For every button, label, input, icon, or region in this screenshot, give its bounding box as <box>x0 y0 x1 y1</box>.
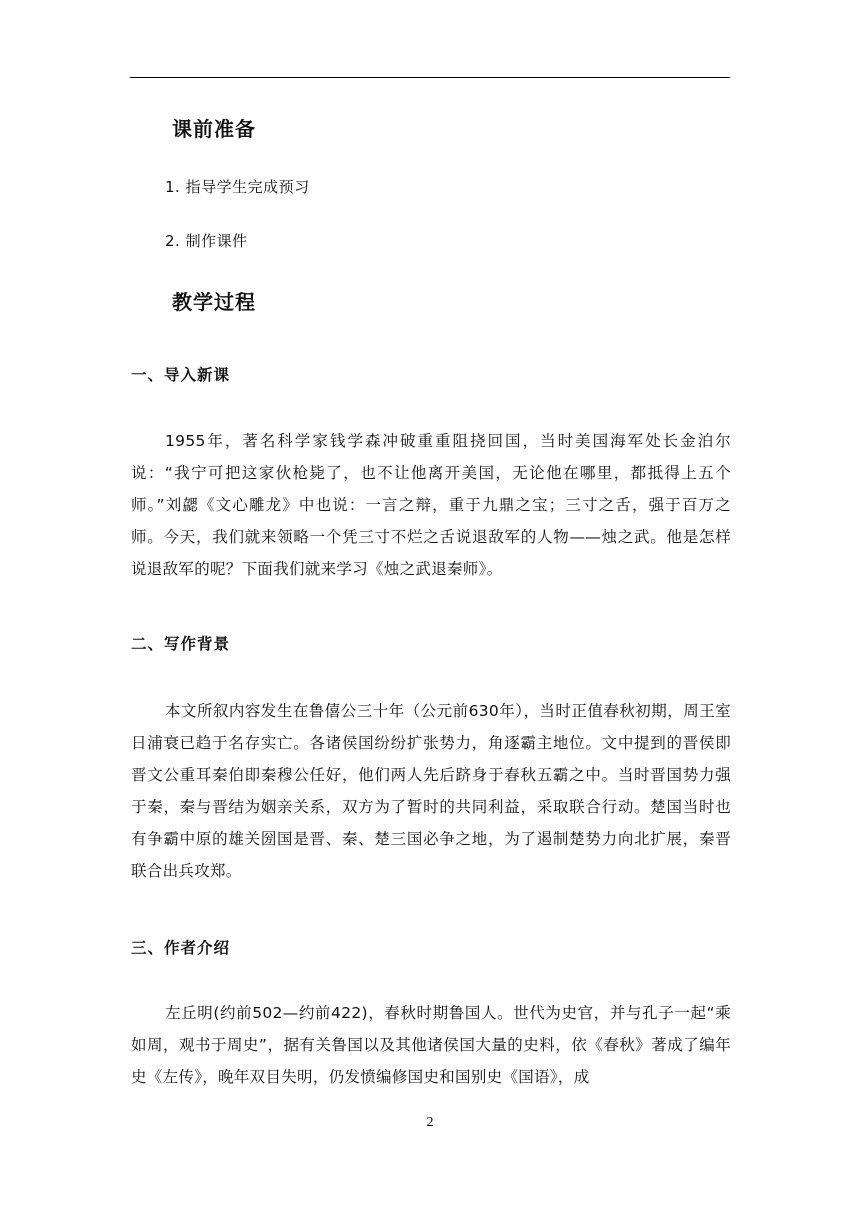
subsection-heading-author: 三、作者介绍 <box>131 939 231 957</box>
page-number: 2 <box>426 1115 434 1130</box>
header-rule <box>130 77 730 78</box>
subsection-heading-background: 二、写作背景 <box>131 635 231 653</box>
paragraph-author: 左丘明(约前502—约前422)，春秋时期鲁国人。世代为史官，并与孔子一起“乘如周，观书于周史”，据有关鲁国以及其他诸侯国大量的史料，依《春秋》著成了编年史《左传》，晚年双目失明，仍发愤编修国史和国别史《国语》，成 <box>131 1004 731 1086</box>
paragraph-intro: 1955年，著名科学家钱学森冲破重重阻挠回国，当时美国海军处长金泊尔说：“我宁可把这家伙枪毙了，也不让他离开美国，无论他在哪里，都抵得上五个师。”刘勰《文心雕龙》中也说：一言之辩，重于九鼎之宝；三寸之舌，强于百万之师。今天，我们就来领略一个凭三寸不烂之舌说退敌军的人物——烛之武。他是怎样说退敌军的呢？下面我们就来学习《烛之武退秦师》。 <box>131 432 731 578</box>
paragraph-background: 本文所叙内容发生在鲁僖公三十年（公元前630年），当时正值春秋初期，周王室日浦衰已趋于名存实亡。各诸侯国纷纷扩张势力，角逐霸主地位。文中提到的晋侯即晋文公重耳秦伯即秦穆公任好，他们两人先后跻身于春秋五霸之中。当时晋国势力强于秦，秦与晋结为姻亲关系，双方为了暂时的共同利益，采取联合行动。楚国当时也有争霸中原的雄关圀国是晋、秦、楚三国必争之地，为了遏制楚势力向北扩展，秦晋联合出兵攻郑。 <box>131 702 731 880</box>
list-item-courseware: 2. 制作课件 <box>165 232 248 250</box>
section-title-preparation: 课前准备 <box>172 117 256 141</box>
section-title-teaching-process: 教学过程 <box>172 290 256 314</box>
subsection-heading-intro: 一、导入新课 <box>131 366 231 384</box>
list-item-preview: 1. 指导学生完成预习 <box>165 178 310 196</box>
